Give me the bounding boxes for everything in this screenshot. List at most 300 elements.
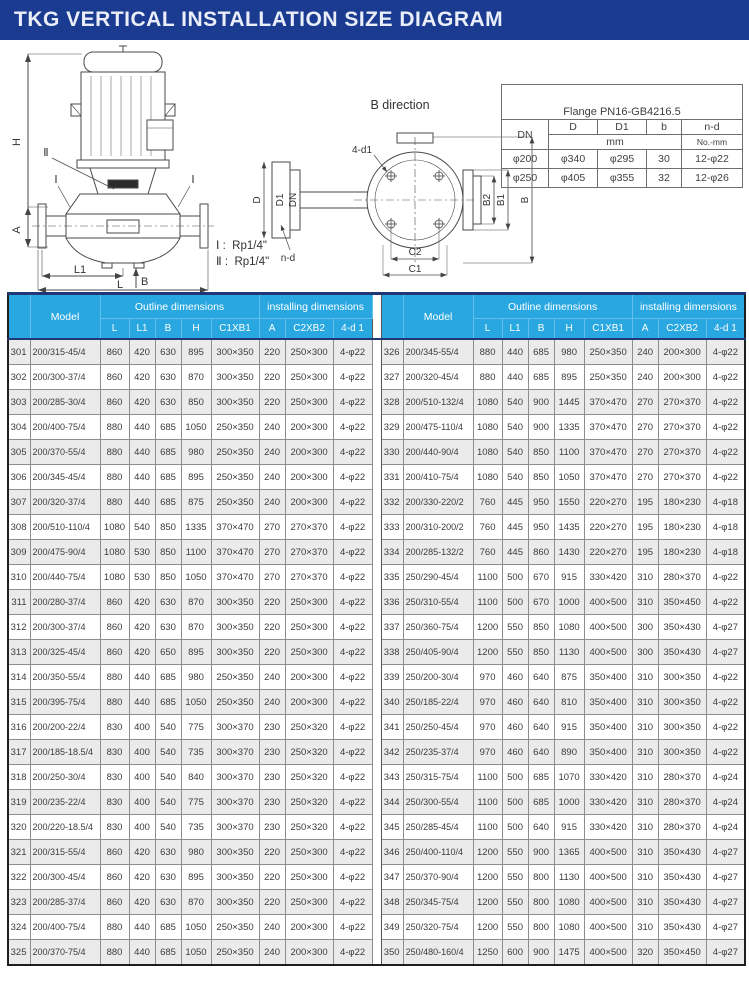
table-row	[8, 615, 745, 640]
model-cell: 250/285-45/4	[403, 815, 473, 840]
value-cell: 400×500	[584, 590, 632, 615]
flange-table-wrap	[501, 84, 743, 188]
value-cell: 530	[129, 540, 155, 565]
table-gap-cell	[372, 540, 381, 565]
value-cell: 685	[528, 339, 554, 365]
dim-label-a: A	[11, 226, 23, 234]
row-number: 326	[381, 339, 403, 365]
row-number: 330	[381, 440, 403, 465]
table-gap-cell	[372, 415, 381, 440]
value-cell: 420	[129, 865, 155, 890]
value-cell: 350×430	[658, 890, 706, 915]
value-cell: 1080	[554, 915, 584, 940]
flange-col-nd: n-d	[682, 120, 743, 135]
value-cell: 200×300	[285, 415, 333, 440]
dim-label-l: L	[116, 279, 124, 291]
value-cell: 550	[502, 840, 528, 865]
value-cell: 370×470	[211, 540, 259, 565]
value-cell: 310	[632, 590, 658, 615]
model-cell: 200/370-55/4	[30, 440, 100, 465]
value-cell: 310	[632, 865, 658, 890]
value-cell: 270	[259, 515, 285, 540]
value-cell: 500	[502, 765, 528, 790]
value-cell: 1080	[100, 515, 129, 540]
col-a-right: A	[632, 319, 658, 340]
model-cell: 200/510-132/4	[403, 390, 473, 415]
row-number: 321	[8, 840, 30, 865]
value-cell: 270×370	[285, 565, 333, 590]
value-cell: 270×370	[285, 540, 333, 565]
value-cell: 895	[181, 640, 211, 665]
value-cell: 1080	[473, 390, 502, 415]
dim-label-b: B	[141, 276, 149, 288]
value-cell: 550	[502, 615, 528, 640]
value-cell: 895	[554, 365, 584, 390]
value-cell: 540	[502, 440, 528, 465]
value-cell: 980	[554, 339, 584, 365]
model-cell: 200/440-75/4	[30, 565, 100, 590]
model-cell: 200/510-110/4	[30, 515, 100, 540]
table-row	[8, 465, 745, 490]
value-cell: 4-φ22	[706, 365, 745, 390]
table-row	[8, 790, 745, 815]
value-cell: 870	[181, 615, 211, 640]
row-number: 304	[8, 415, 30, 440]
value-cell: 830	[100, 740, 129, 765]
value-cell: 1250	[473, 940, 502, 966]
corner-cell	[8, 294, 30, 340]
value-cell: 895	[181, 465, 211, 490]
model-cell: 250/290-45/4	[403, 565, 473, 590]
model-cell: 200/320-37/4	[30, 490, 100, 515]
value-cell: 800	[528, 865, 554, 890]
value-cell: 4-φ22	[706, 665, 745, 690]
row-number: 334	[381, 540, 403, 565]
value-cell: 900	[528, 940, 554, 966]
value-cell: 250×320	[285, 815, 333, 840]
value-cell: 4-φ18	[706, 490, 745, 515]
value-cell: 800	[528, 915, 554, 940]
value-cell: 250×300	[285, 339, 333, 365]
value-cell: 900	[528, 390, 554, 415]
callout-label-i-left: Ⅰ	[54, 174, 58, 186]
value-cell: 1050	[181, 415, 211, 440]
value-cell: 445	[502, 515, 528, 540]
value-cell: 220	[259, 590, 285, 615]
flange-unit-no-mm: No.-mm	[682, 135, 743, 150]
value-cell: 250×350	[211, 440, 259, 465]
value-cell: 530	[129, 565, 155, 590]
table-row	[8, 540, 745, 565]
b-direction-title: B direction	[370, 98, 430, 112]
value-cell: 850	[528, 640, 554, 665]
value-cell: 880	[100, 915, 129, 940]
model-cell: 200/330-220/2	[403, 490, 473, 515]
value-cell: 310	[632, 815, 658, 840]
value-cell: 4-φ22	[706, 390, 745, 415]
dim-label-d1: D1	[275, 193, 286, 207]
dim-label-b1: B1	[496, 193, 507, 207]
model-cell: 200/300-45/4	[30, 865, 100, 890]
table-gap-cell	[372, 590, 381, 615]
value-cell: 270×370	[285, 515, 333, 540]
value-cell: 4-φ27	[706, 615, 745, 640]
table-row	[8, 365, 745, 390]
row-number: 347	[381, 865, 403, 890]
value-cell: 1200	[473, 915, 502, 940]
value-cell: 1200	[473, 890, 502, 915]
value-cell: 4-φ22	[706, 690, 745, 715]
table-gap-cell	[372, 339, 381, 365]
value-cell: 300×370	[211, 765, 259, 790]
table-gap-cell	[372, 690, 381, 715]
dim-label-d: D	[252, 196, 263, 204]
value-cell: 240	[259, 440, 285, 465]
value-cell: 350×400	[584, 740, 632, 765]
value-cell: 685	[155, 665, 181, 690]
value-cell: 540	[502, 415, 528, 440]
row-number: 323	[8, 890, 30, 915]
value-cell: 4-φ24	[706, 765, 745, 790]
corner-cell	[381, 294, 403, 340]
table-gap-cell	[372, 390, 381, 415]
model-cell: 200/285-132/2	[403, 540, 473, 565]
value-cell: 440	[129, 915, 155, 940]
value-cell: 300×350	[211, 615, 259, 640]
model-cell: 250/480-160/4	[403, 940, 473, 966]
value-cell: 735	[181, 815, 211, 840]
value-cell: 330×420	[584, 765, 632, 790]
model-header-left: Model	[30, 294, 100, 340]
value-cell: 420	[129, 640, 155, 665]
value-cell: 400×500	[584, 640, 632, 665]
model-cell: 200/315-55/4	[30, 840, 100, 865]
table-gap-cell	[372, 665, 381, 690]
value-cell: 1080	[473, 440, 502, 465]
value-cell: 1200	[473, 615, 502, 640]
value-cell: 735	[181, 740, 211, 765]
value-cell: 300×350	[658, 715, 706, 740]
row-number: 308	[8, 515, 30, 540]
legend-line-2: Ⅱ : Rp1/4"	[216, 256, 270, 268]
value-cell: 270	[259, 565, 285, 590]
value-cell: 400×500	[584, 940, 632, 966]
value-cell: 1050	[181, 565, 211, 590]
value-cell: 760	[473, 515, 502, 540]
value-cell: 685	[155, 490, 181, 515]
value-cell: 420	[129, 890, 155, 915]
model-cell: 200/200-22/4	[30, 715, 100, 740]
value-cell: 240	[259, 415, 285, 440]
value-cell: 540	[129, 515, 155, 540]
dim-label-c2: C2	[408, 247, 422, 258]
value-cell: 1080	[554, 615, 584, 640]
model-cell: 200/250-30/4	[30, 765, 100, 790]
col-4d1-right: 4-d 1	[706, 319, 745, 340]
col-l-left: L	[100, 319, 129, 340]
row-number: 335	[381, 565, 403, 590]
value-cell: 4-φ27	[706, 915, 745, 940]
callout-label-ii: Ⅱ	[43, 147, 49, 159]
model-cell: 250/400-110/4	[403, 840, 473, 865]
value-cell: 420	[129, 840, 155, 865]
value-cell: 4-φ22	[706, 565, 745, 590]
value-cell: 460	[502, 715, 528, 740]
value-cell: 440	[129, 490, 155, 515]
value-cell: 300×350	[211, 339, 259, 365]
table-gap-cell	[372, 440, 381, 465]
value-cell: 760	[473, 490, 502, 515]
model-cell: 250/320-75/4	[403, 915, 473, 940]
row-number: 328	[381, 390, 403, 415]
value-cell: 1100	[181, 540, 211, 565]
row-number: 302	[8, 365, 30, 390]
model-cell: 250/185-22/4	[403, 690, 473, 715]
value-cell: 4-φ22	[333, 465, 372, 490]
value-cell: 4-φ22	[333, 640, 372, 665]
size-table-body	[8, 339, 745, 965]
model-cell: 250/360-75/4	[403, 615, 473, 640]
model-cell: 250/300-55/4	[403, 790, 473, 815]
value-cell: 270	[632, 415, 658, 440]
table-gap-cell	[372, 715, 381, 740]
row-number: 332	[381, 490, 403, 515]
row-number: 311	[8, 590, 30, 615]
row-number: 331	[381, 465, 403, 490]
row-number: 344	[381, 790, 403, 815]
value-cell: 250×300	[285, 590, 333, 615]
value-cell: 300×350	[658, 740, 706, 765]
row-number: 322	[8, 865, 30, 890]
value-cell: 1080	[100, 565, 129, 590]
value-cell: 250×350	[211, 415, 259, 440]
table-row	[8, 865, 745, 890]
value-cell: 540	[155, 815, 181, 840]
value-cell: 320	[632, 940, 658, 966]
value-cell: 880	[100, 465, 129, 490]
value-cell: 550	[502, 640, 528, 665]
row-number: 301	[8, 339, 30, 365]
value-cell: 860	[100, 640, 129, 665]
row-number: 337	[381, 615, 403, 640]
dim-label-b2: B2	[482, 193, 493, 207]
value-cell: 860	[100, 890, 129, 915]
value-cell: 220	[259, 840, 285, 865]
value-cell: 880	[100, 415, 129, 440]
value-cell: 220	[259, 615, 285, 640]
value-cell: 1080	[473, 415, 502, 440]
model-cell: 200/220-18.5/4	[30, 815, 100, 840]
table-row	[8, 690, 745, 715]
value-cell: 195	[632, 515, 658, 540]
row-number: 338	[381, 640, 403, 665]
value-cell: 440	[502, 365, 528, 390]
row-number: 303	[8, 390, 30, 415]
value-cell: 4-φ27	[706, 640, 745, 665]
table-row	[8, 565, 745, 590]
table-row	[8, 815, 745, 840]
value-cell: 860	[100, 339, 129, 365]
value-cell: 240	[632, 339, 658, 365]
value-cell: 895	[181, 339, 211, 365]
table-header	[8, 294, 745, 340]
dim-label-h: H	[11, 138, 23, 146]
row-number: 350	[381, 940, 403, 966]
value-cell: 1100	[554, 440, 584, 465]
table-row	[8, 890, 745, 915]
value-cell: 310	[632, 765, 658, 790]
value-cell: 310	[632, 890, 658, 915]
model-cell: 200/410-75/4	[403, 465, 473, 490]
value-cell: 420	[129, 365, 155, 390]
value-cell: 850	[528, 465, 554, 490]
value-cell: 640	[528, 815, 554, 840]
model-cell: 250/235-37/4	[403, 740, 473, 765]
value-cell: 540	[155, 715, 181, 740]
value-cell: 4-φ24	[706, 815, 745, 840]
flange-unit-mm: mm	[549, 135, 682, 150]
value-cell: 440	[129, 440, 155, 465]
table-gap-cell	[372, 640, 381, 665]
value-cell: 270×370	[658, 390, 706, 415]
value-cell: 775	[181, 790, 211, 815]
row-number: 336	[381, 590, 403, 615]
value-cell: 775	[181, 715, 211, 740]
value-cell: 4-φ22	[706, 590, 745, 615]
value-cell: 1475	[554, 940, 584, 966]
model-cell: 250/250-45/4	[403, 715, 473, 740]
value-cell: 685	[155, 940, 181, 966]
value-cell: 950	[528, 515, 554, 540]
value-cell: 685	[528, 365, 554, 390]
value-cell: 300	[632, 640, 658, 665]
value-cell: 230	[259, 740, 285, 765]
value-cell: 200×300	[285, 940, 333, 966]
value-cell: 250×350	[211, 940, 259, 966]
port-legend	[216, 238, 269, 270]
value-cell: 640	[528, 740, 554, 765]
value-cell: 1200	[473, 640, 502, 665]
value-cell: 310	[632, 715, 658, 740]
table-gap-cell	[372, 865, 381, 890]
value-cell: 870	[181, 365, 211, 390]
value-cell: 200×300	[285, 490, 333, 515]
table-gap-cell	[372, 565, 381, 590]
flange-cell: 12-φ26	[682, 169, 743, 188]
flange-row	[502, 150, 743, 169]
model-cell: 200/440-90/4	[403, 440, 473, 465]
model-cell: 250/315-75/4	[403, 765, 473, 790]
table-row	[8, 515, 745, 540]
value-cell: 230	[259, 715, 285, 740]
row-number: 345	[381, 815, 403, 840]
value-cell: 310	[632, 690, 658, 715]
col-h-left: H	[181, 319, 211, 340]
flange-col-dn: DN	[502, 120, 549, 150]
model-cell: 200/325-45/4	[30, 640, 100, 665]
value-cell: 810	[554, 690, 584, 715]
value-cell: 1200	[473, 865, 502, 890]
value-cell: 630	[155, 365, 181, 390]
value-cell: 1430	[554, 540, 584, 565]
model-cell: 200/315-45/4	[30, 339, 100, 365]
value-cell: 630	[155, 339, 181, 365]
value-cell: 300×350	[211, 365, 259, 390]
flange-cell: φ295	[598, 150, 647, 169]
value-cell: 400	[129, 765, 155, 790]
model-cell: 200/300-37/4	[30, 365, 100, 390]
value-cell: 1335	[181, 515, 211, 540]
value-cell: 880	[473, 365, 502, 390]
value-cell: 1000	[554, 790, 584, 815]
flange-col-d1: D1	[598, 120, 647, 135]
value-cell: 4-φ22	[333, 815, 372, 840]
value-cell: 400×500	[584, 915, 632, 940]
value-cell: 420	[129, 615, 155, 640]
model-cell: 200/235-22/4	[30, 790, 100, 815]
table-row	[8, 665, 745, 690]
value-cell: 4-φ22	[706, 415, 745, 440]
model-cell: 200/475-110/4	[403, 415, 473, 440]
value-cell: 250×300	[285, 840, 333, 865]
value-cell: 280×370	[658, 765, 706, 790]
model-cell: 200/370-75/4	[30, 940, 100, 966]
value-cell: 300×370	[211, 740, 259, 765]
value-cell: 4-φ22	[333, 940, 372, 966]
table-gap-cell	[372, 890, 381, 915]
table-row	[8, 740, 745, 765]
value-cell: 280×370	[658, 790, 706, 815]
model-cell: 200/285-37/4	[30, 890, 100, 915]
dim-label-4d1: 4-d1	[351, 145, 373, 156]
model-cell: 200/185-18.5/4	[30, 740, 100, 765]
flange-cell: φ200	[502, 150, 549, 169]
value-cell: 300×370	[211, 715, 259, 740]
value-cell: 300×350	[211, 890, 259, 915]
table-gap-cell	[372, 365, 381, 390]
value-cell: 280×370	[658, 565, 706, 590]
value-cell: 240	[259, 690, 285, 715]
value-cell: 4-φ22	[706, 339, 745, 365]
model-cell: 200/395-75/4	[30, 690, 100, 715]
col-c2xb2-left: C2XB2	[285, 319, 333, 340]
model-header-right: Model	[403, 294, 473, 340]
value-cell: 4-φ22	[333, 840, 372, 865]
flange-cell: φ355	[598, 169, 647, 188]
value-cell: 310	[632, 790, 658, 815]
value-cell: 200×300	[658, 365, 706, 390]
model-cell: 200/320-45/4	[403, 365, 473, 390]
value-cell: 4-φ22	[333, 415, 372, 440]
value-cell: 1080	[100, 540, 129, 565]
flange-row	[502, 169, 743, 188]
value-cell: 860	[100, 365, 129, 390]
value-cell: 4-φ22	[333, 540, 372, 565]
value-cell: 180×230	[658, 540, 706, 565]
row-number: 307	[8, 490, 30, 515]
value-cell: 310	[632, 565, 658, 590]
value-cell: 685	[155, 690, 181, 715]
flange-cell: 12-φ22	[682, 150, 743, 169]
value-cell: 880	[100, 440, 129, 465]
value-cell: 250×350	[584, 365, 632, 390]
value-cell: 4-φ22	[333, 390, 372, 415]
value-cell: 195	[632, 540, 658, 565]
value-cell: 4-φ22	[333, 865, 372, 890]
value-cell: 670	[528, 590, 554, 615]
installing-dimensions-header-left: installing dimensions	[259, 294, 372, 319]
value-cell: 250×320	[285, 790, 333, 815]
